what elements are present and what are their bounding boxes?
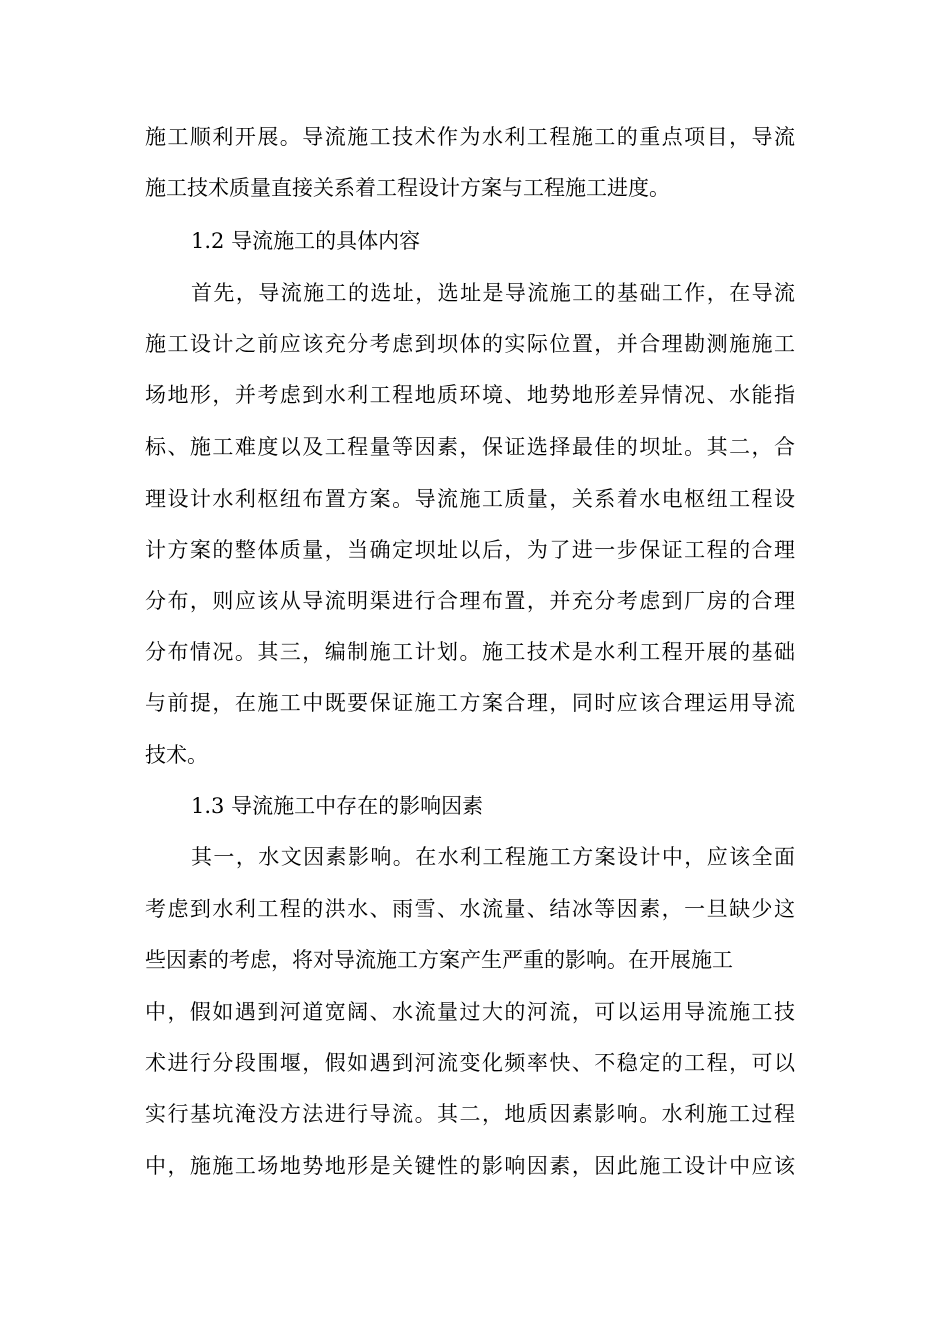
paragraph-line: 分布，则应该从导流明渠进行合理布置，并充分考虑到厂房的合理 — [145, 589, 795, 613]
paragraph-line: 中，假如遇到河道宽阔、水流量过大的河流，可以运用导流施工技 — [145, 1000, 795, 1024]
section-heading: 1.3 导流施工中存在的影响因素 — [191, 794, 484, 818]
section-heading: 1.2 导流施工的具体内容 — [191, 229, 421, 253]
paragraph-line: 与前提，在施工中既要保证施工方案合理，同时应该合理运用导流 — [145, 691, 795, 715]
paragraph-line: 其一，水文因素影响。在水利工程施工方案设计中，应该全面 — [191, 845, 795, 869]
paragraph-line: 技术。 — [145, 743, 208, 767]
paragraph-line: 考虑到水利工程的洪水、雨雪、水流量、结冰等因素，一旦缺少这 — [145, 897, 795, 921]
paragraph-line: 术进行分段围堰，假如遇到河流变化频率快、不稳定的工程，可以 — [145, 1051, 795, 1075]
paragraph-line: 实行基坑淹没方法进行导流。其二，地质因素影响。水利施工过程 — [145, 1102, 795, 1126]
paragraph-line: 些因素的考虑，将对导流施工方案产生严重的影响。在开展施工 — [145, 948, 733, 972]
paragraph-line: 中，施施工场地势地形是关键性的影响因素，因此施工设计中应该 — [145, 1154, 795, 1178]
paragraph-line: 理设计水利枢纽布置方案。导流施工质量，关系着水电枢纽工程设 — [145, 487, 795, 511]
paragraph-line: 施工设计之前应该充分考虑到坝体的实际位置，并合理勘测施施工 — [145, 332, 795, 356]
paragraph-line: 计方案的整体质量，当确定坝址以后，为了进一步保证工程的合理 — [145, 538, 795, 562]
paragraph-line: 施工顺利开展。导流施工技术作为水利工程施工的重点项目，导流 — [145, 125, 795, 149]
paragraph-line: 施工技术质量直接关系着工程设计方案与工程施工进度。 — [145, 176, 670, 200]
paragraph-line: 首先，导流施工的选址，选址是导流施工的基础工作，在导流 — [191, 281, 795, 305]
paragraph-line: 标、施工难度以及工程量等因素，保证选择最佳的坝址。其二，合 — [145, 435, 795, 459]
paragraph-line: 分布情况。其三，编制施工计划。施工技术是水利工程开展的基础 — [145, 640, 795, 664]
paragraph-line: 场地形，并考虑到水利工程地质环境、地势地形差异情况、水能指 — [145, 383, 795, 407]
